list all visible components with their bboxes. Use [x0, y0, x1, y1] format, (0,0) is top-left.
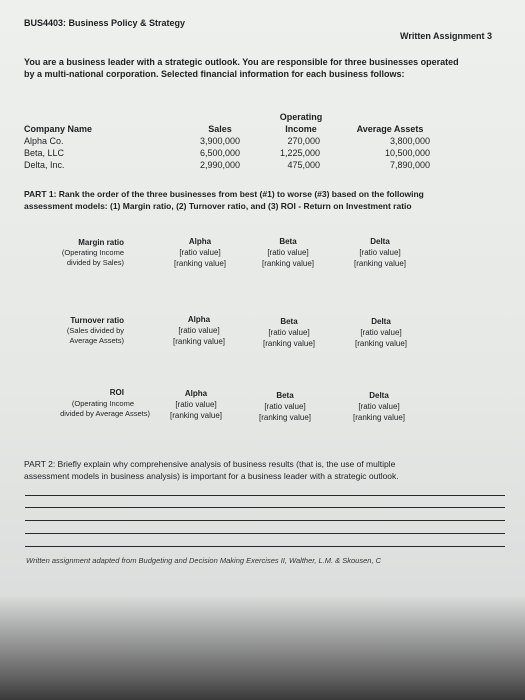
turnover-delta-ranking: [ranking value]: [354, 339, 408, 348]
turnover-desc-1: (Sales divided by: [66, 326, 124, 335]
answer-line-3[interactable]: [25, 520, 505, 521]
part1-line-2: assessment models: (1) Margin ratio, (2) Turnover ratio, and (3) ROI - Return on Investment ratio: [24, 201, 412, 211]
margin-title: Margin ratio: [78, 238, 124, 247]
roi-alpha-ranking: [ranking value]: [169, 411, 223, 420]
intro-line-2: by a multi-national corporation. Selected financial information for each business follows:: [24, 69, 405, 79]
turnover-beta-ranking: [ranking value]: [262, 339, 316, 348]
turnover-alpha-ratio: [ratio value]: [178, 326, 220, 335]
roi-beta-ranking: [ranking value]: [258, 413, 312, 422]
margin-alpha-ratio: [ratio value]: [179, 248, 221, 257]
roi-desc-1: (Operating Income: [71, 399, 134, 408]
col-header-oi-top: Operating: [279, 112, 323, 122]
turnover-title: Turnover ratio: [70, 316, 124, 325]
roi-delta-ranking: [ranking value]: [352, 413, 406, 422]
margin-beta-cell: Beta [ratio value] [ranking value]: [248, 236, 328, 269]
turnover-delta-cell: Delta [ratio value] [ranking value]: [340, 316, 422, 349]
course-title: BUS4403: Business Policy & Strategy: [24, 18, 186, 28]
turnover-alpha-ranking: [ranking value]: [172, 337, 226, 346]
answer-line-4[interactable]: [25, 533, 505, 534]
row-beta-assets: 10,500,000: [384, 148, 430, 158]
turnover-beta-cell: Beta [ratio value] [ranking value]: [248, 316, 330, 349]
row-delta-oi: 475,000: [287, 160, 320, 170]
roi-alpha-ratio: [ratio value]: [175, 400, 217, 409]
row-alpha-company: Alpha Co.: [24, 136, 64, 146]
row-alpha-oi: 270,000: [287, 136, 320, 146]
roi-alpha-cell: Alpha [ratio value] [ranking value]: [155, 388, 237, 421]
turnover-beta-ratio: [ratio value]: [268, 328, 310, 337]
col-header-sales: Sales: [208, 124, 232, 134]
roi-delta-ratio: [ratio value]: [358, 402, 400, 411]
row-delta-assets: 7,890,000: [389, 160, 430, 170]
margin-delta-cell: Delta [ratio value] [ranking value]: [340, 236, 420, 269]
margin-delta-ranking: [ranking value]: [353, 259, 407, 268]
footer-credit: Written assignment adapted from Budgeting and Decision Making Exercises II, Walther, L.M. & Skousen, C: [26, 556, 382, 565]
assignment-title: Written Assignment 3: [400, 31, 493, 41]
margin-beta-ranking: [ranking value]: [261, 259, 315, 268]
margin-delta-ratio: [ratio value]: [359, 248, 401, 257]
part2-line-1: PART 2: Briefly explain why comprehensive analysis of business results (that is, the use of multiple: [24, 459, 396, 469]
row-alpha-sales: 3,900,000: [199, 136, 240, 146]
row-beta-company: Beta, LLC: [24, 148, 65, 158]
row-beta-sales: 6,500,000: [199, 148, 240, 158]
answer-line-1[interactable]: [25, 495, 505, 496]
roi-delta-cell: Delta [ratio value] [ranking value]: [338, 390, 420, 423]
margin-alpha-ranking: [ranking value]: [173, 259, 227, 268]
part2-line-2: assessment models in business analysis) is important for a business leader with a strategic outlook.: [24, 471, 399, 481]
col-header-company: Company Name: [24, 124, 93, 134]
answer-line-5[interactable]: [25, 546, 505, 547]
turnover-alpha-cell: Alpha [ratio value] [ranking value]: [158, 314, 240, 347]
row-delta-sales: 2,990,000: [199, 160, 240, 170]
intro-line-1: You are a business leader with a strategic outlook. You are responsible for three businesses operated: [24, 57, 459, 67]
roi-title: ROI: [109, 388, 124, 397]
margin-beta-ratio: [ratio value]: [267, 248, 309, 257]
roi-desc-2: divided by Average Assets): [60, 409, 150, 418]
row-beta-oi: 1,225,000: [279, 148, 320, 158]
part1-line-1: PART 1: Rank the order of the three businesses from best (#1) to worse (#3) based on the following: [24, 189, 424, 199]
margin-alpha-cell: Alpha [ratio value] [ranking value]: [160, 236, 240, 269]
col-header-assets: Average Assets: [356, 124, 424, 134]
answer-line-2[interactable]: [25, 507, 505, 508]
margin-desc-2: divided by Sales): [66, 258, 124, 267]
roi-beta-cell: Beta [ratio value] [ranking value]: [244, 390, 326, 423]
roi-beta-ratio: [ratio value]: [264, 402, 306, 411]
turnover-delta-ratio: [ratio value]: [360, 328, 402, 337]
turnover-desc-2: Average Assets): [69, 336, 124, 345]
row-delta-company: Delta, Inc.: [24, 160, 65, 170]
row-alpha-assets: 3,800,000: [389, 136, 430, 146]
margin-desc-1: (Operating Income: [61, 248, 124, 257]
col-header-oi-bottom: Income: [285, 124, 317, 134]
